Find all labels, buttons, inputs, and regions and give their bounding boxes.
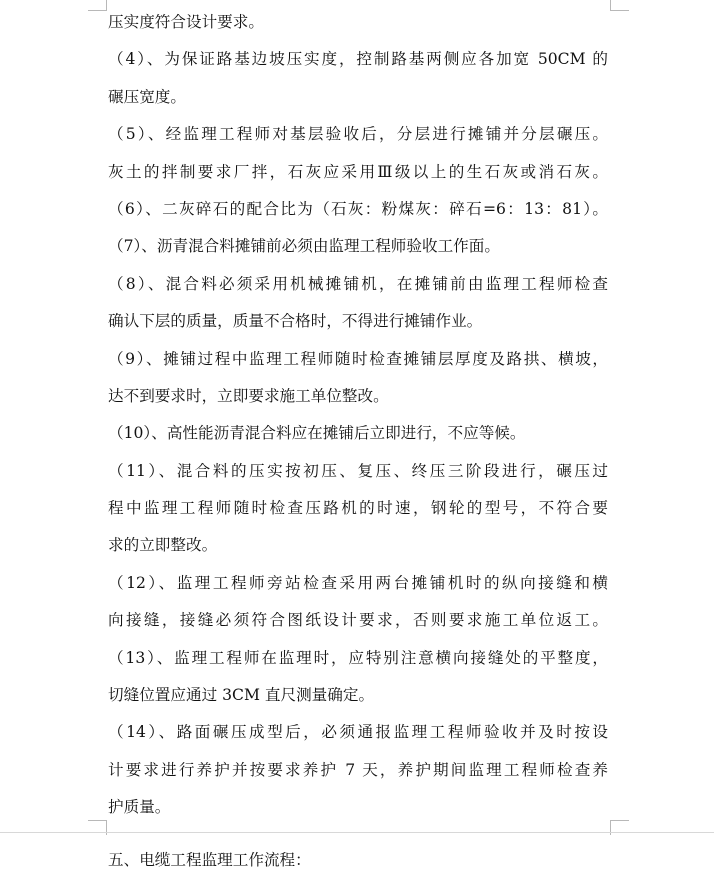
- text-line: 求的立即整改。: [108, 536, 218, 555]
- text-line: （6）、二灰碎石的配合比为（石灰：粉煤灰：碎石=6：13：81）。: [108, 199, 608, 218]
- text-line: 碾压宽度。: [108, 87, 186, 106]
- document-body: [108, 8, 608, 831]
- text-line: （13）、监理工程师在监理时，应特别注意横向接缝处的平整度，: [108, 648, 608, 667]
- text-line: 灰土的拌制要求厂拌，石灰应采用Ⅲ级以上的生石灰或消石灰。: [108, 162, 608, 181]
- text-line: （7）、沥青混合料摊铺前必须由监理工程师验收工作面。: [108, 237, 500, 256]
- margin-corner-mark: [610, 0, 629, 11]
- text-line: （8）、混合料必须采用机械摊铺机，在摊铺前由监理工程师检查: [108, 274, 608, 293]
- text-line: （10）、高性能沥青混合料应在摊铺后立即进行，不应等候。: [108, 424, 526, 443]
- text-line: 压实度符合设计要求。: [108, 13, 264, 31]
- text-line: 程中监理工程师随时检查压路机的时速，钢轮的型号，不符合要: [108, 499, 608, 518]
- text-line: 向接缝，接缝必须符合图纸设计要求，否则要求施工单位返工。: [108, 611, 608, 630]
- text-line: （4）、为保证路基边坡压实度，控制路基两侧应各加宽 50CM 的: [108, 50, 608, 69]
- next-page-body: [108, 846, 608, 883]
- text-line: （9）、摊铺过程中监理工程师随时检查摊铺层厚度及路拱、横坡，: [108, 349, 608, 368]
- text-line: 计要求进行养护并按要求养护 7 天，养护期间监理工程师检查养: [108, 760, 608, 779]
- text-line: （5）、经监理工程师对基层验收后，分层进行摊铺并分层碾压。: [108, 125, 608, 144]
- section-heading: 五、电缆工程监理工作流程：: [108, 851, 311, 869]
- text-line: 达不到要求时，立即要求施工单位整改。: [108, 386, 389, 405]
- text-line: （14）、路面碾压成型后，必须通报监理工程师验收并及时按设: [108, 723, 608, 742]
- text-line: 确认下层的质量，质量不合格时，不得进行摊铺作业。: [108, 312, 483, 331]
- text-line: 护质量。: [108, 798, 171, 817]
- text-line: （11）、混合料的压实按初压、复压、终压三阶段进行，碾压过: [108, 461, 608, 480]
- text-line: （12）、监理工程师旁站检查采用两台摊铺机时的纵向接缝和横: [108, 573, 608, 592]
- margin-corner-mark: [88, 0, 107, 11]
- text-line: 切缝位置应通过 3CM 直尺测量确定。: [108, 686, 375, 705]
- page-break: [0, 832, 714, 833]
